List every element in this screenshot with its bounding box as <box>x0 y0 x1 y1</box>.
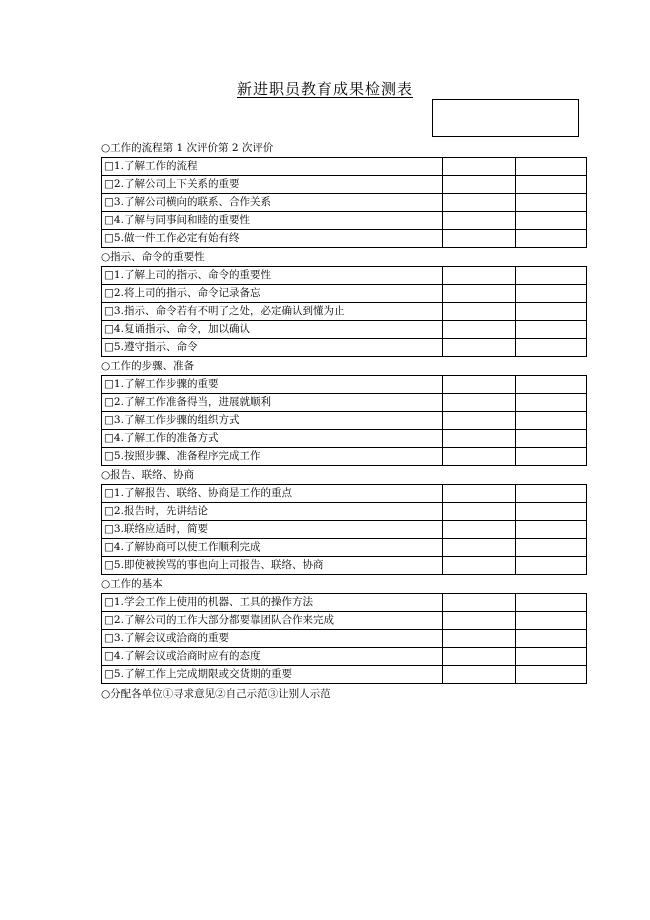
first-evaluation-cell[interactable] <box>443 630 516 648</box>
first-evaluation-cell[interactable] <box>443 594 516 612</box>
first-evaluation-cell[interactable] <box>443 303 516 321</box>
first-evaluation-cell[interactable] <box>443 521 516 539</box>
section-heading: ○工作的基本 <box>101 578 163 590</box>
table-row <box>102 666 587 684</box>
item-label: □2.了解公司上下关系的重要 <box>102 176 443 194</box>
item-label: □1.了解报告、联络、协商是工作的重点 <box>102 485 443 503</box>
first-evaluation-cell[interactable] <box>443 666 516 684</box>
table-row <box>102 430 587 448</box>
item-label: □3.指示、命令若有不明了之处，必定确认到懂为止 <box>102 303 443 321</box>
table-row <box>102 321 587 339</box>
first-evaluation-cell[interactable] <box>443 503 516 521</box>
table-row <box>102 503 587 521</box>
table-row <box>102 521 587 539</box>
second-evaluation-cell[interactable] <box>516 485 587 503</box>
item-label: □2.了解公司的工作大部分都要靠团队合作来完成 <box>102 612 443 630</box>
item-label: □3.了解公司横向的联系、合作关系 <box>102 194 443 212</box>
table-row <box>102 339 587 357</box>
table-row <box>102 376 587 394</box>
second-evaluation-cell[interactable] <box>516 376 587 394</box>
second-evaluation-cell[interactable] <box>516 448 587 466</box>
second-evaluation-cell[interactable] <box>516 230 587 248</box>
second-evaluation-cell[interactable] <box>516 594 587 612</box>
second-evaluation-cell[interactable] <box>516 339 587 357</box>
section-table <box>101 484 587 575</box>
second-evaluation-cell[interactable] <box>516 630 587 648</box>
item-label: □3.了解会议或洽商的重要 <box>102 630 443 648</box>
item-label: □2.将上司的指示、命令记录备忘 <box>102 285 443 303</box>
second-evaluation-cell[interactable] <box>516 666 587 684</box>
section-table <box>101 375 587 466</box>
item-label: □1.了解工作的流程 <box>102 158 443 176</box>
item-label: □5.做一件工作必定有始有终 <box>102 230 443 248</box>
first-evaluation-cell[interactable] <box>443 158 516 176</box>
section-table <box>101 266 587 357</box>
second-evaluation-cell[interactable] <box>516 194 587 212</box>
second-evaluation-cell[interactable] <box>516 430 587 448</box>
first-evaluation-cell[interactable] <box>443 376 516 394</box>
footer-note: ○分配各单位①寻求意见②自己示范③让别人示范 <box>101 688 331 700</box>
second-evaluation-cell[interactable] <box>516 267 587 285</box>
second-evaluation-cell[interactable] <box>516 612 587 630</box>
first-evaluation-cell[interactable] <box>443 539 516 557</box>
second-evaluation-cell[interactable] <box>516 539 587 557</box>
first-evaluation-cell[interactable] <box>443 612 516 630</box>
table-row <box>102 194 587 212</box>
second-evaluation-cell[interactable] <box>516 176 587 194</box>
section-table <box>101 593 587 684</box>
first-evaluation-cell[interactable] <box>443 285 516 303</box>
item-label: □4.复诵指示、命令，加以确认 <box>102 321 443 339</box>
table-row <box>102 594 587 612</box>
item-label: □1.了解工作步骤的重要 <box>102 376 443 394</box>
table-row <box>102 630 587 648</box>
first-evaluation-cell[interactable] <box>443 230 516 248</box>
second-evaluation-cell[interactable] <box>516 285 587 303</box>
first-evaluation-cell[interactable] <box>443 557 516 575</box>
item-label: □3.联络应适时，简要 <box>102 521 443 539</box>
item-label: □3.了解工作步骤的组织方式 <box>102 412 443 430</box>
second-evaluation-cell[interactable] <box>516 303 587 321</box>
second-evaluation-cell[interactable] <box>516 158 587 176</box>
table-row <box>102 158 587 176</box>
item-label: □1.学会工作上使用的机器、工具的操作方法 <box>102 594 443 612</box>
item-label: □2.了解工作准备得当，进展就顺利 <box>102 394 443 412</box>
second-evaluation-cell[interactable] <box>516 648 587 666</box>
first-evaluation-cell[interactable] <box>443 176 516 194</box>
first-evaluation-cell[interactable] <box>443 412 516 430</box>
second-evaluation-cell[interactable] <box>516 503 587 521</box>
item-label: □4.了解工作的准备方式 <box>102 430 443 448</box>
item-label: □4.了解与同事间和睦的重要性 <box>102 212 443 230</box>
first-evaluation-cell[interactable] <box>443 485 516 503</box>
first-evaluation-cell[interactable] <box>443 448 516 466</box>
section-table <box>101 157 587 248</box>
table-row <box>102 612 587 630</box>
item-label: □1.了解上司的指示、命令的重要性 <box>102 267 443 285</box>
table-row <box>102 539 587 557</box>
table-row <box>102 412 587 430</box>
table-row <box>102 485 587 503</box>
first-evaluation-cell[interactable] <box>443 321 516 339</box>
first-evaluation-cell[interactable] <box>443 648 516 666</box>
second-evaluation-cell[interactable] <box>516 212 587 230</box>
item-label: □2.报告时，先讲结论 <box>102 503 443 521</box>
evaluation-sheet <box>101 139 579 702</box>
first-evaluation-cell[interactable] <box>443 339 516 357</box>
item-label: □5.遵守指示、命令 <box>102 339 443 357</box>
table-row <box>102 648 587 666</box>
table-row <box>102 557 587 575</box>
second-evaluation-cell[interactable] <box>516 521 587 539</box>
section-heading: ○工作的步骤、准备 <box>101 360 195 372</box>
table-row <box>102 267 587 285</box>
table-row <box>102 303 587 321</box>
second-evaluation-cell[interactable] <box>516 321 587 339</box>
table-row <box>102 212 587 230</box>
first-evaluation-cell[interactable] <box>443 194 516 212</box>
first-evaluation-cell[interactable] <box>443 394 516 412</box>
item-label: □4.了解会议或洽商时应有的态度 <box>102 648 443 666</box>
section-heading: ○指示、命令的重要性 <box>101 251 205 263</box>
first-evaluation-cell[interactable] <box>443 212 516 230</box>
item-label: □5.了解工作上完成期限或交货期的重要 <box>102 666 443 684</box>
second-evaluation-cell[interactable] <box>516 394 587 412</box>
score-box <box>432 99 579 137</box>
document-title: 新进职员教育成果检测表 <box>236 80 413 98</box>
table-row <box>102 176 587 194</box>
table-row <box>102 448 587 466</box>
item-label: □5.即使被挨骂的事也向上司报告、联络、协商 <box>102 557 443 575</box>
item-label: □5.按照步骤、准备程序完成工作 <box>102 448 443 466</box>
table-row <box>102 394 587 412</box>
item-label: □4.了解协商可以使工作顺利完成 <box>102 539 443 557</box>
first-evaluation-cell[interactable] <box>443 267 516 285</box>
section-heading: ○报告、联络、协商 <box>101 469 195 481</box>
table-row <box>102 230 587 248</box>
section-heading: ○工作的流程第 1 次评价第 2 次评价 <box>101 142 274 154</box>
second-evaluation-cell[interactable] <box>516 557 587 575</box>
first-evaluation-cell[interactable] <box>443 430 516 448</box>
second-evaluation-cell[interactable] <box>516 412 587 430</box>
table-row <box>102 285 587 303</box>
